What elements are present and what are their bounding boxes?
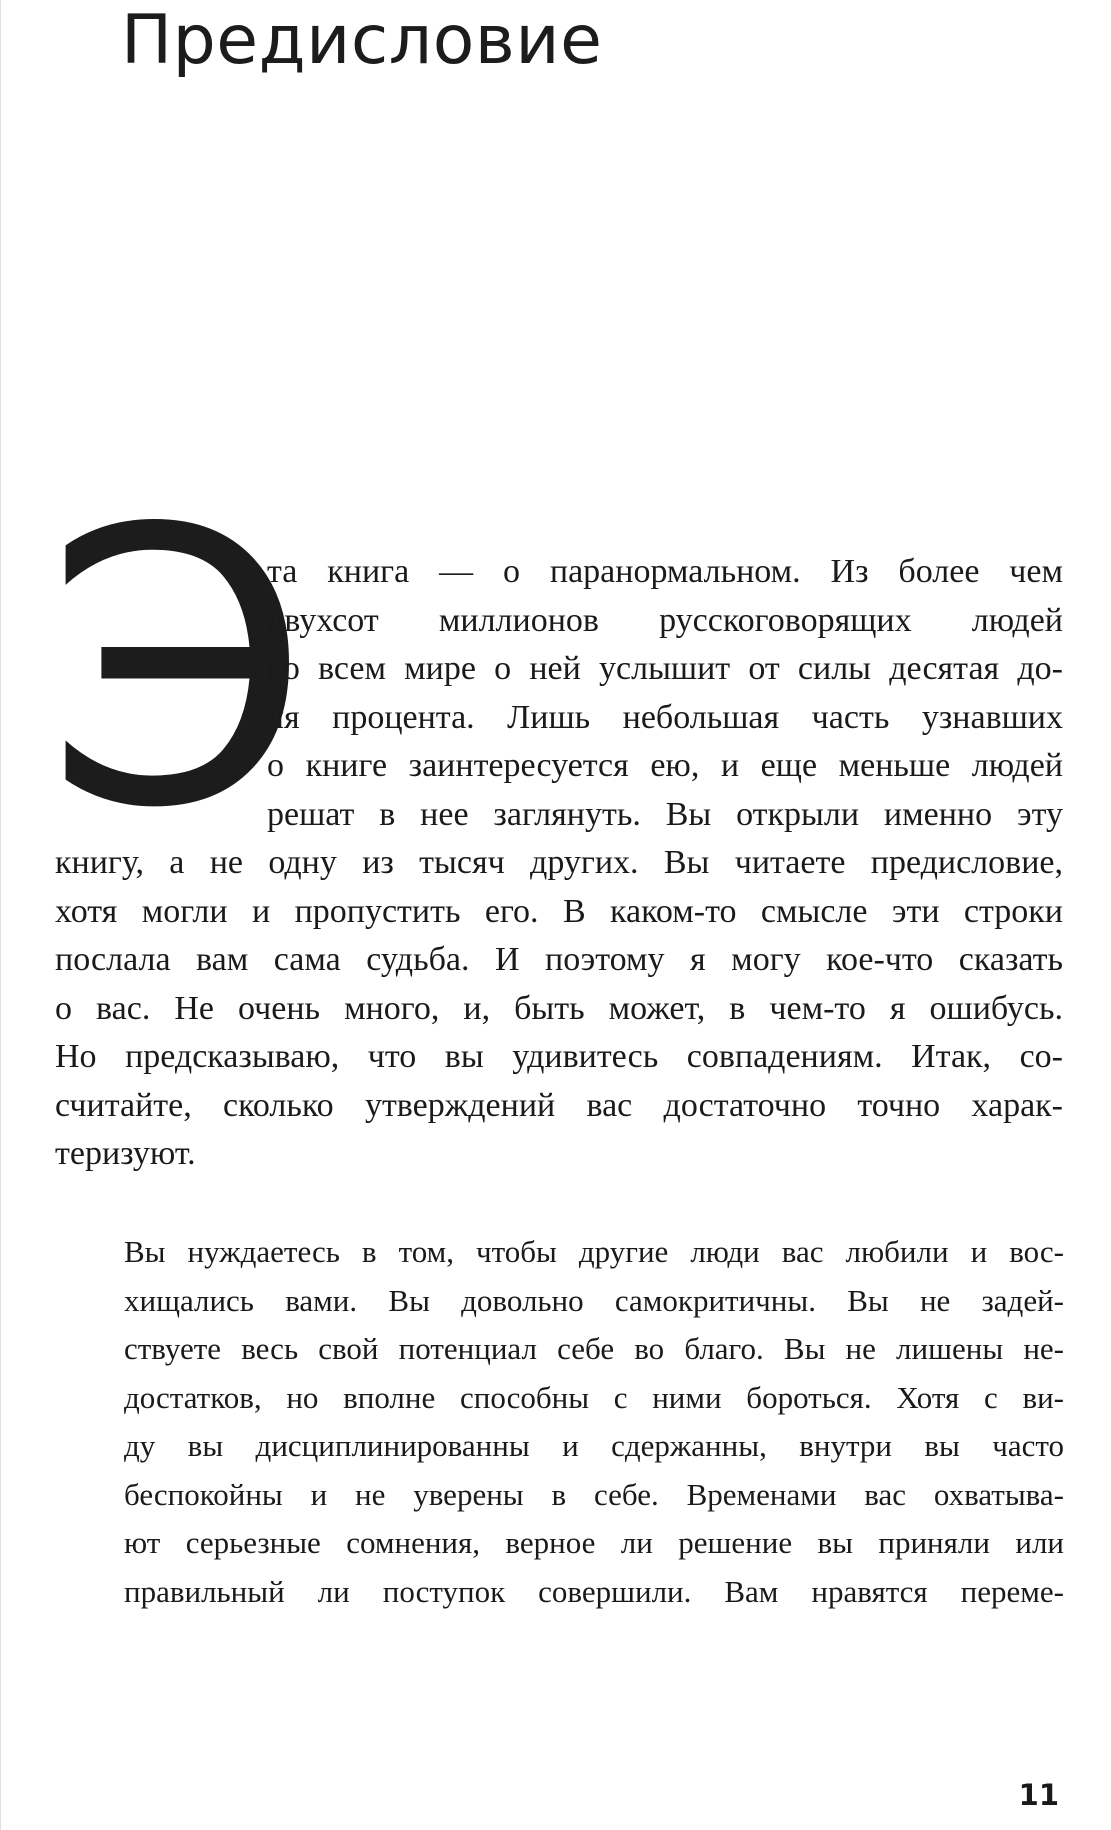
lead-line: о книге заинтересуется ею, и еще меньше людей — [267, 747, 1063, 784]
lead-line: Но предсказываю, что вы удивитесь совпадениям. Итак, со- — [55, 1038, 1063, 1075]
lead-line: послала вам сама судьба. И поэтому я могу кое-что сказать — [55, 941, 1063, 978]
quote-line: хищались вами. Вы довольно самокритичны. Вы не задей- — [124, 1282, 1064, 1318]
lead-line: во всем мире о ней услышит от силы десятая до- — [267, 650, 1063, 687]
lead-line: хотя могли и пропустить его. В каком-то смысле эти строки — [55, 892, 1063, 930]
quote-line: ствуете весь свой потенциал себе во благо. Вы не лишены не- — [124, 1331, 1064, 1366]
lead-line: двухсот миллионов русскоговорящих людей — [267, 601, 1063, 639]
lead-line: та книга — о паранормальном. Из более чем — [267, 553, 1063, 590]
drop-cap-letter: Э — [45, 448, 311, 891]
chapter-title: Предисловие — [121, 1, 603, 80]
lead-line: считайте, сколько утверждений вас достаточно точно харак- — [55, 1086, 1063, 1124]
quote-paragraph — [124, 1228, 1064, 1616]
quote-line: Вы нуждаетесь в том, чтобы другие люди вас любили и вос- — [124, 1234, 1064, 1269]
lead-line: о вас. Не очень много, и, быть может, в чем-то я ошибусь. — [55, 989, 1063, 1027]
page-number: 11 — [1018, 1778, 1059, 1812]
quote-line: правильный ли поступок совершили. Вам нравятся переме- — [124, 1573, 1064, 1609]
quote-line: достатков, но вполне способны с ними бороться. Хотя с ви- — [124, 1379, 1064, 1415]
quote-line: беспокойны и не уверены в себе. Временами вас охватыва- — [124, 1476, 1064, 1512]
lead-line: решат в нее заглянуть. Вы открыли именно эту — [267, 795, 1063, 833]
lead-paragraph — [55, 548, 1063, 1179]
lead-line: ля процента. Лишь небольшая часть узнавших — [267, 698, 1063, 736]
quote-line: ду вы дисциплинированны и сдержанны, внутри вы часто — [124, 1428, 1064, 1463]
quote-line: ют серьезные сомнения, верное ли решение вы приняли или — [124, 1525, 1064, 1560]
lead-line: теризуют. — [55, 1135, 196, 1172]
lead-line: книгу, а не одну из тысяч других. Вы читаете предисловие, — [55, 844, 1063, 881]
